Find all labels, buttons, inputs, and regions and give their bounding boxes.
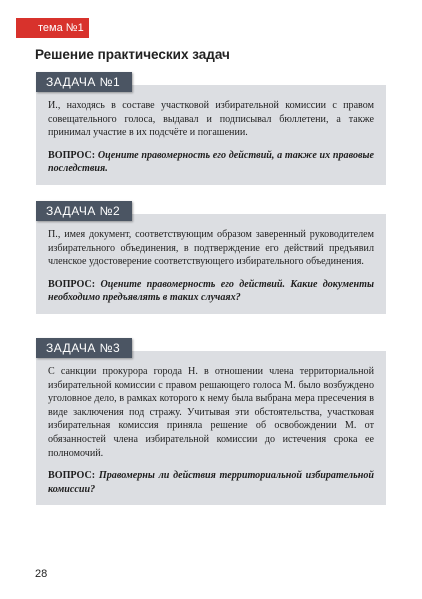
topic-tag: тема №1 xyxy=(16,18,89,38)
section-title: Решение практических задач xyxy=(35,47,230,62)
task-body xyxy=(36,85,386,185)
task-label: ЗАДАЧА №3 xyxy=(36,338,132,358)
task-body xyxy=(36,214,386,314)
task-text: И., находясь в составе участковой избирательной комиссии с правом совещательного голоса, выдавал и подписывал бюллетени, а также принимал участие в их подсчёте и погашении. xyxy=(48,100,374,139)
task-question xyxy=(48,469,374,496)
task-label: ЗАДАЧА №2 xyxy=(36,201,132,221)
page-number: 28 xyxy=(35,568,48,580)
question-label: ВОПРОС: xyxy=(48,278,96,290)
question-text: Оцените правомерность его действий, а также их правовые последствия. xyxy=(48,149,374,175)
task-label: ЗАДАЧА №1 xyxy=(36,72,132,92)
question-label: ВОПРОС: xyxy=(48,149,96,161)
question-text: Правомерны ли действия территориальной избирательной комиссии? xyxy=(48,470,374,495)
task-text: П., имея документ, соответствующим образом заверенный руководителем избирательного объединения, в подтверждение его действий предъявил членское удостоверение соответствующего избирательного объединения. xyxy=(48,229,374,268)
task-question xyxy=(48,278,374,305)
task-question xyxy=(48,149,374,176)
task-card-1 xyxy=(36,72,386,185)
task-text: С санкции прокурора города Н. в отношении члена территориальной избирательной комиссии с правом решающего голоса М. было возбуждено уголовное дело, в рамках которого к нему была выбрана мера пресечения в виде заключения под стражу. Учитывая эти обстоятельства, участковая избирательная комиссия приняла решение об освобождении М. от обязанностей члена избирательной комиссии до истечения срока ее полномочий. xyxy=(48,366,374,459)
task-card-2 xyxy=(36,201,386,314)
question-text: Оцените правомерность его действий. Какие документы необходимо предъявлять в таких случаях? xyxy=(48,278,374,304)
question-label: ВОПРОС: xyxy=(48,470,96,482)
task-card-3 xyxy=(36,338,386,505)
task-body xyxy=(36,351,386,505)
